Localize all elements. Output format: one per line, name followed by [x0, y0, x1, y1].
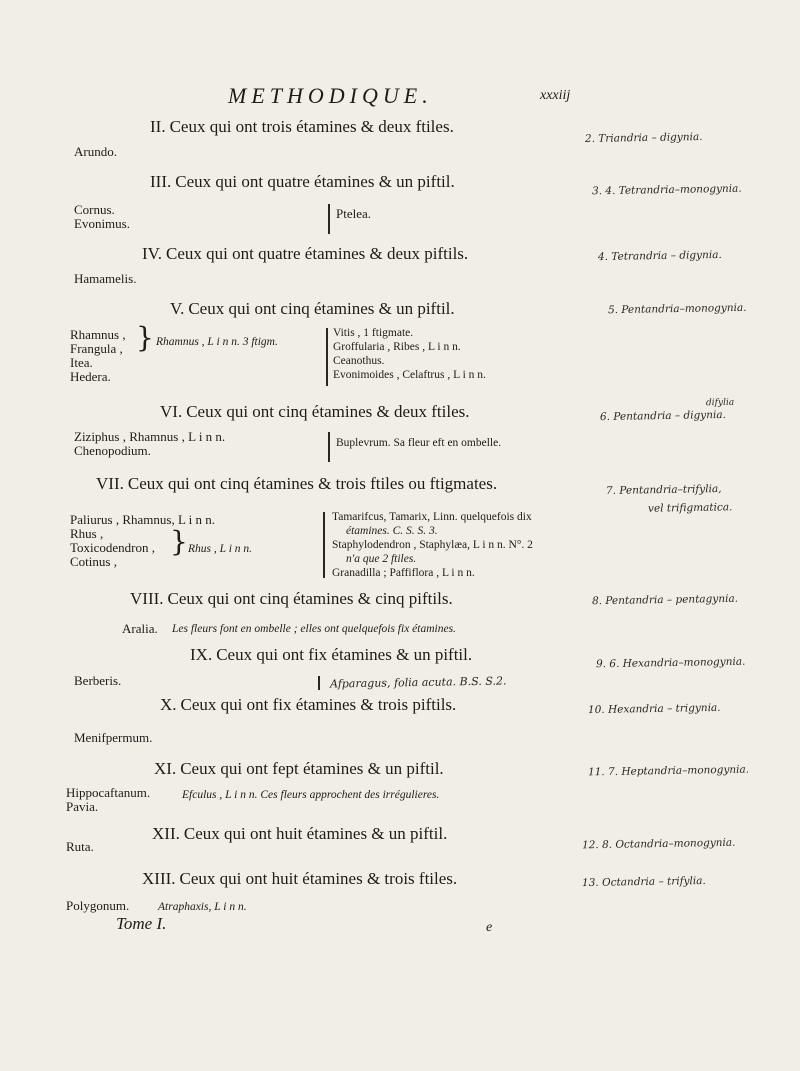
genus-staphylodendron-note: n'a que 2 ftiles.: [346, 553, 417, 565]
class-number: XII.: [152, 824, 180, 843]
class-text: Ceux qui ont cinq étamines & cinq piftils.: [167, 589, 453, 608]
class-text: Ceux qui ont quatre étamines & un piftil.: [175, 172, 455, 191]
genus-staphylodendron: Staphylodendron , Staphylæa, L i n n. N°. 2: [332, 539, 533, 551]
class-heading-5: [170, 299, 455, 319]
handwritten-note: 3. 4. Tetrandria–monogynia.: [591, 182, 742, 198]
handwritten-note: 7. Pentandria–trifylia,: [605, 482, 722, 498]
signature-mark: e: [486, 920, 493, 935]
genus-buplevrum: Buplevrum. Sa fleur eft en ombelle.: [336, 437, 502, 449]
brace-note: Rhus , L i n n.: [188, 543, 253, 555]
class-heading-13: [142, 869, 457, 889]
handwritten-note-2: vel trifigmatica.: [647, 501, 733, 515]
genus-rhus: Rhus ,: [70, 526, 104, 541]
class-text: Ceux qui ont cinq étamines & un piftil.: [188, 299, 455, 318]
genus-frangula: Frangula ,: [70, 341, 123, 356]
genus-list: [70, 328, 126, 384]
brace-note: Rhamnus , L i n n. 3 ftigm.: [156, 336, 278, 348]
genus-cotinus: Cotinus ,: [70, 554, 117, 569]
handwritten-note: 4. Tetrandria – digynia.: [597, 248, 722, 264]
handwritten-note: 5. Pentandria–monogynia.: [607, 301, 747, 317]
genus-description: Atraphaxis, L i n n.: [158, 901, 247, 913]
genus-cornus: Cornus.: [74, 202, 115, 217]
genus-groffularia: Groffularia , Ribes , L i n n.: [333, 341, 461, 353]
genus-list: [66, 786, 150, 814]
class-heading-11: [154, 759, 444, 779]
class-text: Ceux qui ont trois étamines & deux ftiles.: [169, 117, 454, 136]
genus-tamarifcus: Tamarifcus, Tamarix, Linn. quelquefois dix: [332, 511, 532, 523]
class-text: Ceux qui ont huit étamines & trois ftiles.: [179, 869, 458, 888]
handwritten-note: 6. Pentandria – digynia.: [599, 408, 727, 424]
class-number: VI.: [160, 402, 183, 421]
genus-list: [74, 203, 130, 231]
genus-evonimoides: Evonimoides , Celaftrus , L i n n.: [333, 369, 486, 381]
genus-pavia: Pavia.: [66, 799, 99, 814]
genus-itea: Itea.: [70, 355, 93, 370]
genus-hamamelis: Hamamelis.: [74, 271, 137, 286]
class-number: IV.: [142, 244, 162, 263]
brace-glyph: }: [136, 321, 154, 354]
class-number: VII.: [96, 474, 124, 493]
genus-toxicodendron: Toxicodendron ,: [70, 540, 156, 555]
genus-description: Les fleurs font en ombelle ; elles ont quelquefois fix étamines.: [172, 623, 456, 635]
handwritten-note: 11. 7. Heptandria–monogynia.: [587, 763, 750, 779]
genus-ziziphus: Ziziphus , Rhamnus , L i n n.: [74, 429, 226, 444]
class-text: Ceux qui ont cinq étamines & trois ftiles ou ftigmates.: [127, 474, 498, 493]
class-text: Ceux qui ont fix étamines & trois piftils.: [180, 695, 457, 714]
handwritten-note: 8. Pentandria – pentagynia.: [591, 592, 739, 608]
class-number: X.: [160, 695, 177, 714]
running-title: METHODIQUE.: [228, 83, 433, 108]
genus-ruta: Ruta.: [66, 839, 94, 854]
class-number: IX.: [190, 645, 213, 664]
divider-bar: [328, 432, 330, 462]
divider-bar: [323, 512, 325, 578]
class-heading-2: [150, 117, 454, 137]
genus-list: [74, 430, 225, 458]
genus-hippocaftanum: Hippocaftanum.: [66, 785, 151, 800]
genus-list: [70, 513, 215, 569]
genus-berberis: Berberis.: [74, 673, 122, 688]
class-heading-9: [190, 645, 472, 665]
genus-vitis: Vitis , 1 ftigmate.: [333, 327, 414, 339]
divider-bar: [326, 328, 328, 386]
class-heading-10: [160, 695, 456, 715]
class-text: Ceux qui ont huit étamines & un piftil.: [183, 824, 448, 843]
class-heading-8: [130, 589, 453, 609]
class-number: V.: [170, 299, 185, 318]
handwritten-note: 13. Octandria – trifylia.: [581, 874, 706, 890]
genus-chenopodium: Chenopodium.: [74, 443, 151, 458]
class-heading-3: [150, 172, 455, 192]
right-genus-list: [332, 511, 533, 581]
genus-ceanothus: Ceanothus.: [333, 355, 385, 367]
brace-glyph: }: [170, 525, 188, 558]
genus-rhamnus: Rhamnus ,: [70, 327, 126, 342]
class-number: III.: [150, 172, 172, 191]
handwritten-note: 10. Hexandria – trigynia.: [587, 701, 721, 717]
genus-description: Efculus , L i n n. Ces fleurs approchent des irrégulieres.: [182, 789, 440, 801]
genus-granadilla: Granadilla ; Paffiflora , L i n n.: [332, 567, 475, 579]
class-number: VIII.: [130, 589, 164, 608]
class-text: Ceux qui ont fix étamines & un piftil.: [216, 645, 473, 664]
class-heading-6: [160, 402, 469, 422]
handwritten-addition: Afparagus, folia acuta. B.S. S.2.: [329, 674, 507, 691]
genus-evonimus: Evonimus.: [74, 216, 130, 231]
class-number: XI.: [154, 759, 177, 778]
genus-ptelea: Ptelea.: [336, 206, 372, 221]
handwritten-insertion: difylia: [705, 397, 735, 409]
genus-tamarifcus-note: étamines. C. S. S. 3.: [346, 525, 438, 537]
genus-hedera: Hedera.: [70, 369, 111, 384]
divider-bar: [318, 676, 320, 690]
class-number: XIII.: [142, 869, 176, 888]
handwritten-note: 2. Triandria – digynia.: [584, 130, 703, 146]
class-text: Ceux qui ont fept étamines & un piftil.: [180, 759, 444, 778]
page-number: xxxiij: [540, 88, 571, 103]
class-number: II.: [150, 117, 166, 136]
genus-paliurus: Paliurus , Rhamnus, L i n n.: [70, 512, 216, 527]
class-heading-12: [152, 824, 447, 844]
right-genus-list: [333, 327, 486, 383]
tome-label: Tome I.: [116, 914, 167, 933]
genus-arundo: Arundo.: [74, 144, 117, 159]
handwritten-note: 12. 8. Octandria–monogynia.: [581, 836, 736, 852]
genus-aralia: Aralia.: [122, 621, 158, 636]
class-text: Ceux qui ont cinq étamines & deux ftiles.: [186, 402, 470, 421]
class-text: Ceux qui ont quatre étamines & deux piftils.: [166, 244, 469, 263]
divider-bar: [328, 204, 330, 234]
class-heading-7: [96, 474, 497, 494]
handwritten-note: 9. 6. Hexandria–monogynia.: [595, 655, 746, 671]
genus-menifpermum: Menifpermum.: [74, 730, 153, 745]
class-heading-4: [142, 244, 468, 264]
genus-polygonum: Polygonum.: [66, 898, 130, 913]
